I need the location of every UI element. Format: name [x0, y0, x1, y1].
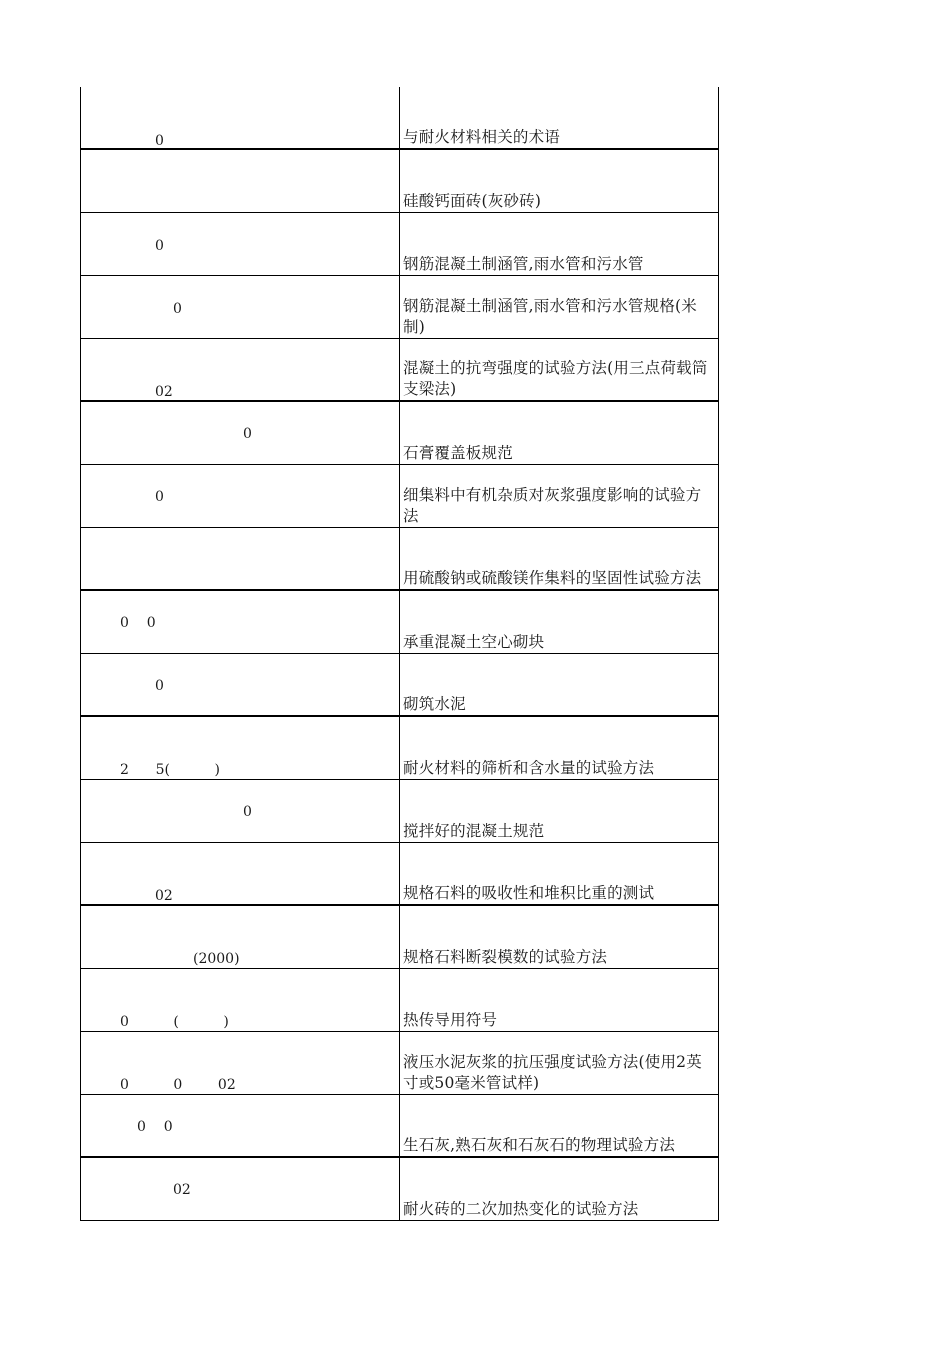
standard-code-cell: 0 0: [137, 1119, 173, 1135]
standard-code-cell: 02: [155, 384, 173, 400]
column-divider: [399, 843, 400, 904]
standard-code-cell: 0: [173, 301, 182, 317]
column-divider: [399, 1158, 400, 1220]
column-divider: [399, 969, 400, 1031]
standard-title-cell: 搅拌好的混凝土规范: [403, 822, 545, 840]
standard-title-cell: 耐火砖的二次加热变化的试验方法: [403, 1200, 639, 1218]
table-row: [81, 213, 718, 276]
standard-code-cell: 0: [243, 804, 252, 820]
table-row: [81, 843, 718, 906]
spreadsheet-table: [80, 87, 719, 1221]
column-divider: [399, 528, 400, 589]
table-row: [81, 87, 718, 150]
standard-title-cell: 硅酸钙面砖(灰砂砖): [403, 192, 542, 210]
standard-code-cell: 0 ( ): [120, 1014, 229, 1030]
column-divider: [399, 906, 400, 968]
column-divider: [399, 591, 400, 653]
standard-title-cell: 耐火材料的筛析和含水量的试验方法: [403, 759, 655, 777]
standard-title-cell: 液压水泥灰浆的抗压强度试验方法(使用2英寸或50毫米管试样): [403, 1053, 702, 1092]
standard-title-cell: 钢筋混凝土制涵管,雨水管和污水管: [403, 255, 644, 273]
standard-title-cell: 承重混凝土空心砌块: [403, 633, 545, 651]
standard-code-cell: 0: [155, 489, 164, 505]
column-divider: [399, 402, 400, 464]
table-row: [81, 528, 718, 591]
standard-title-cell: 用硫酸钠或硫酸镁作集料的坚固性试验方法: [403, 569, 702, 587]
standard-code-cell: 0: [155, 238, 164, 254]
standard-title-cell: 石膏覆盖板规范: [403, 444, 513, 462]
standard-code-cell: 02: [173, 1182, 191, 1198]
standard-title-cell: 与耐火材料相关的术语: [403, 128, 561, 146]
table-row: [81, 717, 718, 780]
table-row: [81, 1032, 718, 1095]
standard-title-cell: 规格石料的吸收性和堆积比重的测试: [403, 884, 655, 902]
column-divider: [399, 654, 400, 715]
standard-title-cell: 规格石料断裂模数的试验方法: [403, 948, 608, 966]
table-row: [81, 591, 718, 654]
standard-title-cell: 细集料中有机杂质对灰浆强度影响的试验方法: [403, 486, 702, 525]
table-row: [81, 1158, 718, 1221]
standard-code-cell: 0: [155, 678, 164, 694]
standard-code-cell: 02: [155, 888, 173, 904]
table-row: [81, 654, 718, 717]
table-row: [81, 1095, 718, 1158]
table-row: [81, 906, 718, 969]
table-row: [81, 780, 718, 843]
standard-code-cell: 0 0: [120, 615, 156, 631]
table-row: [81, 339, 718, 402]
column-divider: [399, 339, 400, 400]
standard-code-cell: (2000): [193, 951, 240, 967]
column-divider: [399, 276, 400, 338]
standard-title-cell: 混凝土的抗弯强度的试验方法(用三点荷载筒支梁法): [403, 359, 708, 398]
standard-code-cell: 0 0 02: [120, 1077, 236, 1093]
column-divider: [399, 717, 400, 779]
table-row: [81, 465, 718, 528]
table-row: [81, 150, 718, 213]
standard-title-cell: 钢筋混凝土制涵管,雨水管和污水管规格(米制): [403, 297, 697, 336]
table-row: [81, 276, 718, 339]
standard-code-cell: 0: [155, 133, 164, 149]
table-row: [81, 402, 718, 465]
table-row: [81, 969, 718, 1032]
standard-title-cell: 生石灰,熟石灰和石灰石的物理试验方法: [403, 1136, 676, 1154]
column-divider: [399, 780, 400, 842]
column-divider: [399, 1032, 400, 1094]
column-divider: [399, 465, 400, 527]
standard-code-cell: 0: [243, 426, 252, 442]
column-divider: [399, 87, 400, 148]
standard-title-cell: 砌筑水泥: [403, 695, 466, 713]
standard-code-cell: 2 5( ): [120, 762, 220, 778]
column-divider: [399, 213, 400, 275]
column-divider: [399, 150, 400, 212]
column-divider: [399, 1095, 400, 1156]
standard-title-cell: 热传导用符号: [403, 1011, 498, 1029]
